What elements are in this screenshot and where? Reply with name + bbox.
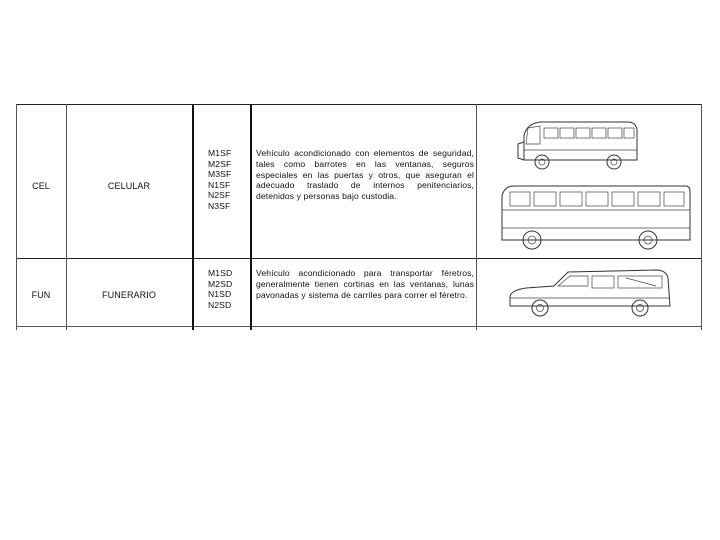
- bus-illustration: [498, 182, 694, 257]
- column-border: [701, 104, 702, 330]
- column-border: [250, 104, 252, 330]
- vehicle-classification-table: [16, 104, 702, 330]
- row-categories: [208, 148, 231, 212]
- minibus-illustration: [516, 114, 640, 181]
- hearse-illustration: [506, 264, 674, 327]
- column-border: [476, 104, 477, 330]
- row-divider: [16, 258, 702, 259]
- table-top-border: [16, 104, 702, 105]
- row-name: CELULAR: [107, 181, 151, 191]
- row-code: FUN: [31, 290, 51, 300]
- row-name: FUNERARIO: [102, 290, 156, 300]
- category-code: N2SF: [208, 190, 231, 201]
- row-code: CEL: [32, 181, 50, 191]
- category-code: N2SD: [208, 299, 232, 310]
- category-code: N1SD: [208, 289, 232, 300]
- column-border: [192, 104, 194, 330]
- category-code: M1SF: [208, 148, 232, 158]
- category-code: N1SF: [208, 179, 231, 190]
- category-code: M3SF: [208, 169, 232, 180]
- category-code: N3SF: [208, 200, 231, 211]
- row-description: Vehículo acondicionado para transportar féretros, generalmente tienen cortinas en las ventanas, lunas pavonadas y sistema de carriles para correr el féretro.: [256, 268, 474, 300]
- category-code: M2SD: [208, 278, 233, 289]
- category-code: M2SF: [208, 158, 232, 169]
- category-code: M1SD: [208, 268, 233, 278]
- row-categories: [208, 268, 232, 310]
- row-description: Vehículo acondicionado con elementos de seguridad, tales como barrotes en las ventanas, seguros especiales en las puertas y otros, que aseguran el adecuado traslado de internos penitenciarios, detenidos y personas bajo custodia.: [256, 148, 474, 202]
